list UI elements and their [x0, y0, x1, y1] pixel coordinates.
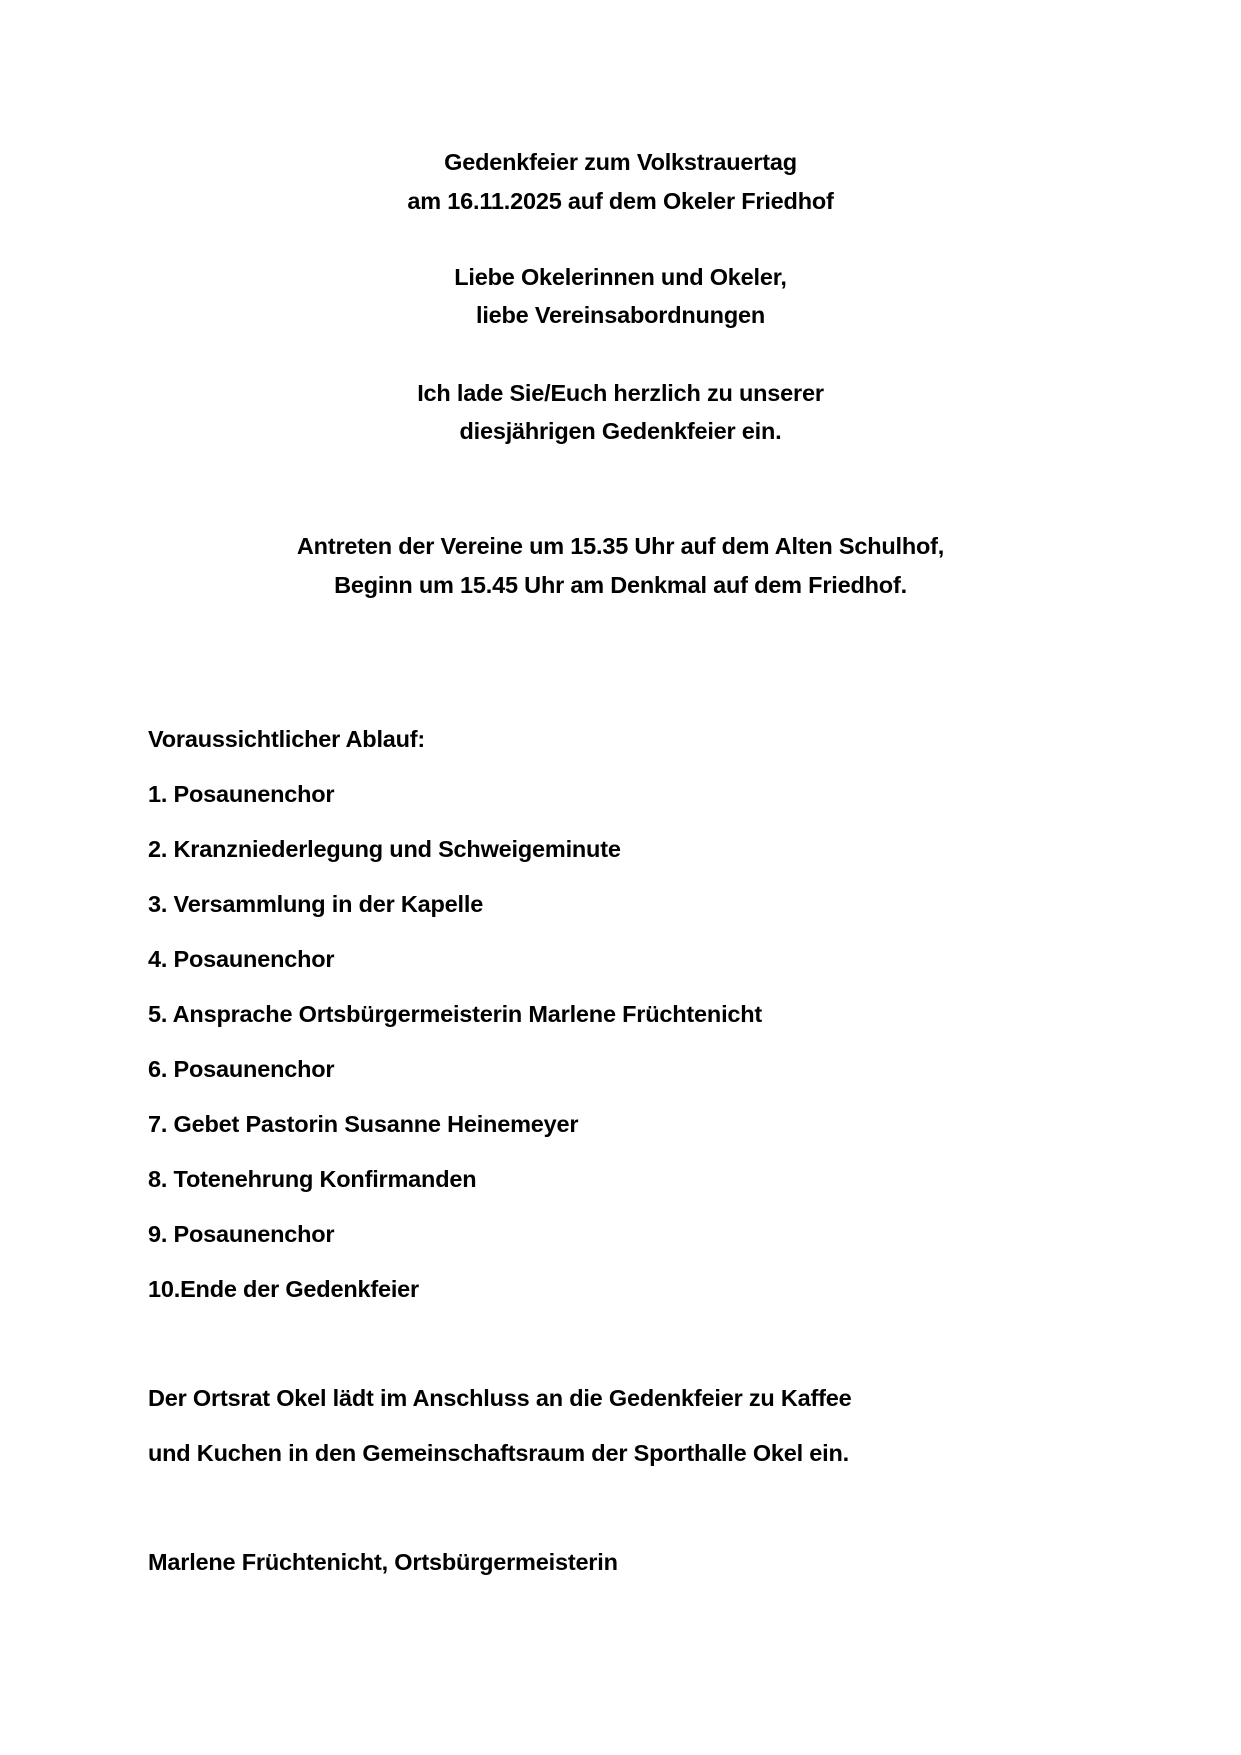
- signature: Marlene Früchtenicht, Ortsbürgermeisterin: [148, 1549, 618, 1575]
- schedule-line-2: Beginn um 15.45 Uhr am Denkmal auf dem Friedhof.: [334, 572, 907, 598]
- agenda-item: 3. Versammlung in der Kapelle: [148, 891, 484, 917]
- closing-line-1: Der Ortsrat Okel lädt im Anschluss an die Gedenkfeier zu Kaffee: [148, 1385, 852, 1411]
- title-line-2: am 16.11.2025 auf dem Okeler Friedhof: [407, 188, 834, 214]
- agenda-item: 10.Ende der Gedenkfeier: [148, 1276, 419, 1302]
- invitation-line-1: Ich lade Sie/Euch herzlich zu unserer: [417, 380, 824, 406]
- agenda-item: 1. Posaunenchor: [148, 781, 335, 807]
- invitation-line-2: diesjährigen Gedenkfeier ein.: [459, 418, 782, 444]
- title-line-1: Gedenkfeier zum Volkstrauertag: [444, 149, 797, 175]
- closing-line-2: und Kuchen in den Gemeinschaftsraum der Sporthalle Okel ein.: [148, 1440, 849, 1466]
- agenda-item: 8. Totenehrung Konfirmanden: [148, 1166, 477, 1192]
- agenda-item: 7. Gebet Pastorin Susanne Heinemeyer: [148, 1111, 579, 1137]
- greeting-line-1: Liebe Okelerinnen und Okeler,: [454, 264, 787, 290]
- agenda-item: 4. Posaunenchor: [148, 946, 335, 972]
- greeting-line-2: liebe Vereinsabordnungen: [475, 302, 766, 328]
- agenda-item: 6. Posaunenchor: [148, 1056, 335, 1082]
- agenda-heading: Voraussichtlicher Ablauf:: [148, 726, 426, 752]
- agenda-item: 5. Ansprache Ortsbürgermeisterin Marlene Früchtenicht: [148, 1001, 763, 1027]
- agenda-item: 9. Posaunenchor: [148, 1221, 335, 1247]
- schedule-line-1: Antreten der Vereine um 15.35 Uhr auf dem Alten Schulhof,: [296, 533, 945, 559]
- agenda-item: 2. Kranzniederlegung und Schweigeminute: [148, 836, 621, 862]
